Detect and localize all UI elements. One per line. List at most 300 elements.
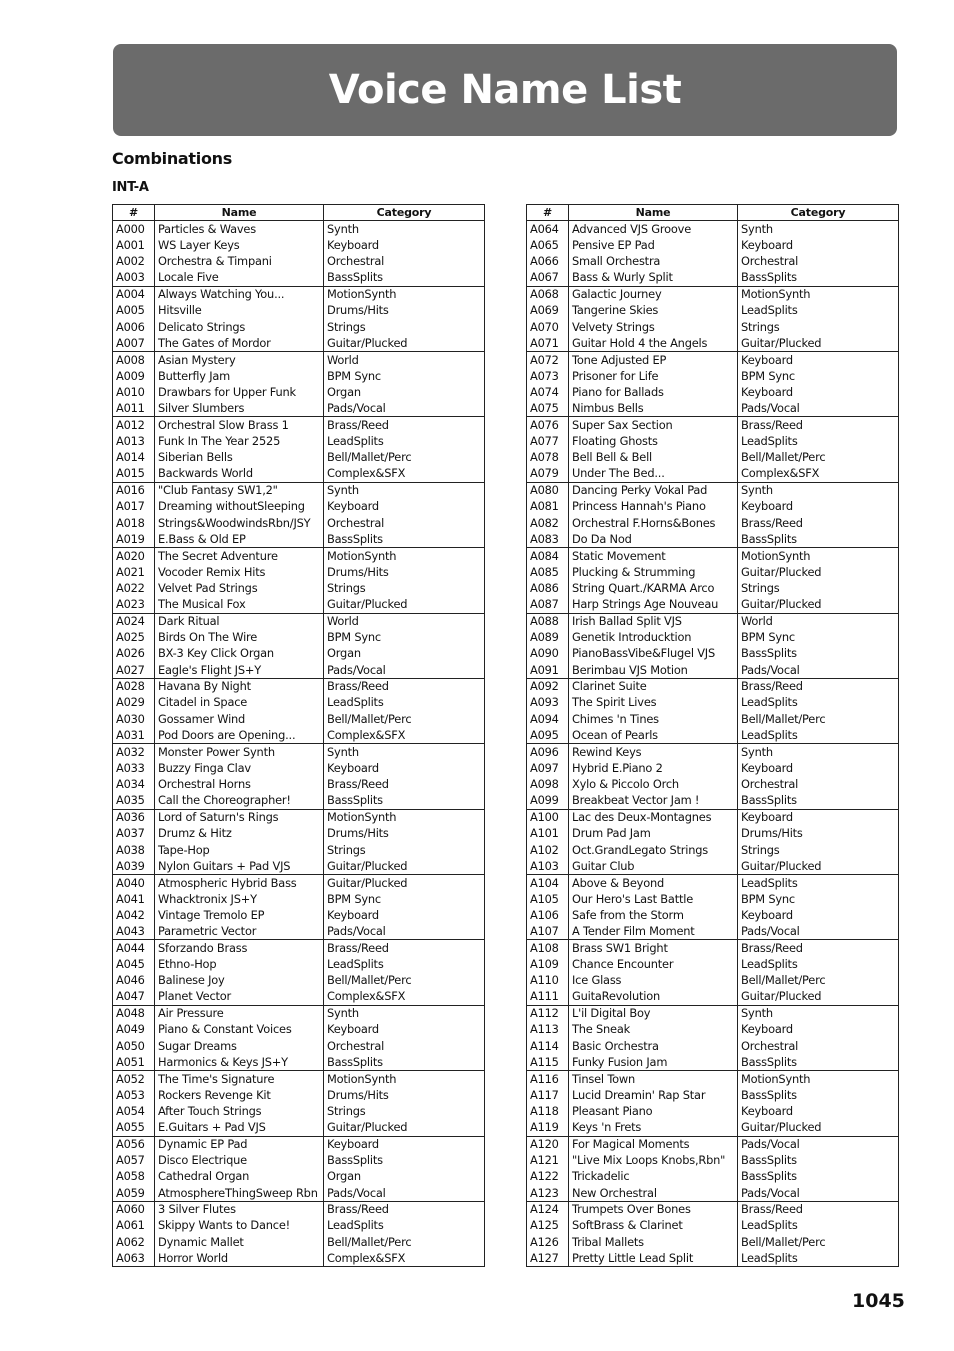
voice-number: A070 <box>527 319 569 335</box>
voice-name: After Touch Strings <box>155 1103 324 1119</box>
voice-category: Keyboard <box>324 499 485 515</box>
voice-name: Chance Encounter <box>569 956 738 972</box>
voice-name: Super Sax Section <box>569 417 738 433</box>
voice-number: A033 <box>113 760 155 776</box>
voice-category: Orchestral <box>324 515 485 531</box>
voice-number: A108 <box>527 940 569 956</box>
table-row <box>113 1136 485 1152</box>
table-row <box>113 433 485 449</box>
voice-number: A035 <box>113 793 155 809</box>
table-row <box>527 254 899 270</box>
voice-number: A026 <box>113 646 155 662</box>
voice-number: A061 <box>113 1218 155 1234</box>
table-row <box>527 597 899 613</box>
voice-category: BassSplits <box>738 270 899 286</box>
voice-category: Drums/Hits <box>324 303 485 319</box>
table-row <box>113 973 485 989</box>
voice-name: Safe from the Storm <box>569 907 738 923</box>
voice-name: Galactic Journey <box>569 286 738 302</box>
voice-number: A018 <box>113 515 155 531</box>
table-row <box>527 777 899 793</box>
voice-name: Irish Ballad Split VJS <box>569 613 738 629</box>
voice-category: LeadSplits <box>738 695 899 711</box>
voice-name: Nylon Guitars + Pad VJS <box>155 858 324 874</box>
voice-category: MotionSynth <box>738 548 899 564</box>
table-row <box>113 826 485 842</box>
table-row <box>527 1038 899 1054</box>
voice-table-left <box>112 204 485 1267</box>
voice-name: Breakbeat Vector Jam ! <box>569 793 738 809</box>
voice-name: Dark Ritual <box>155 613 324 629</box>
voice-name: Skippy Wants to Dance! <box>155 1218 324 1234</box>
table-row <box>527 548 899 564</box>
table-row <box>527 335 899 351</box>
voice-name: The Spirit Lives <box>569 695 738 711</box>
voice-category: Brass/Reed <box>324 678 485 694</box>
table-row <box>113 646 485 662</box>
table-row <box>527 237 899 253</box>
voice-number: A122 <box>527 1169 569 1185</box>
table-row <box>527 1152 899 1168</box>
voice-name: Atmospheric Hybrid Bass <box>155 875 324 891</box>
voice-category: Keyboard <box>324 1022 485 1038</box>
voice-number: A119 <box>527 1120 569 1136</box>
voice-number: A059 <box>113 1185 155 1201</box>
voice-name: Ethno-Hop <box>155 956 324 972</box>
voice-number: A080 <box>527 482 569 498</box>
table-row <box>527 1201 899 1217</box>
column-header-number: # <box>527 205 569 221</box>
voice-number: A052 <box>113 1071 155 1087</box>
voice-number: A110 <box>527 973 569 989</box>
voice-number: A028 <box>113 678 155 694</box>
voice-name: Balinese Joy <box>155 973 324 989</box>
voice-number: A043 <box>113 924 155 940</box>
table-row <box>113 711 485 727</box>
voice-category: BassSplits <box>738 1152 899 1168</box>
voice-number: A023 <box>113 597 155 613</box>
voice-number: A126 <box>527 1234 569 1250</box>
table-row <box>527 875 899 891</box>
voice-name: Advanced VJS Groove <box>569 221 738 237</box>
voice-number: A056 <box>113 1136 155 1152</box>
table-row <box>113 1185 485 1201</box>
voice-number: A004 <box>113 286 155 302</box>
voice-name: Particles & Waves <box>155 221 324 237</box>
voice-name: Piano & Constant Voices <box>155 1022 324 1038</box>
voice-number: A103 <box>527 858 569 874</box>
table-row <box>113 629 485 645</box>
voice-name: "Live Mix Loops Knobs,Rbn" <box>569 1152 738 1168</box>
voice-category: MotionSynth <box>324 548 485 564</box>
voice-name: Parametric Vector <box>155 924 324 940</box>
voice-name: Dynamic EP Pad <box>155 1136 324 1152</box>
voice-name: Plucking & Strumming <box>569 564 738 580</box>
table-row <box>527 728 899 744</box>
voice-number: A046 <box>113 973 155 989</box>
voice-name: Piano for Ballads <box>569 384 738 400</box>
table-row <box>113 1054 485 1070</box>
table-row <box>527 1234 899 1250</box>
voice-name: Lord of Saturn's Rings <box>155 809 324 825</box>
voice-name: Butterfly Jam <box>155 368 324 384</box>
voice-category: BassSplits <box>324 793 485 809</box>
voice-number: A024 <box>113 613 155 629</box>
table-row <box>527 711 899 727</box>
voice-category: BassSplits <box>738 1169 899 1185</box>
voice-name: Hybrid E.Piano 2 <box>569 760 738 776</box>
voice-number: A098 <box>527 777 569 793</box>
voice-number: A006 <box>113 319 155 335</box>
table-row <box>113 1120 485 1136</box>
voice-name: Silver Slumbers <box>155 401 324 417</box>
voice-name: L'il Digital Boy <box>569 1005 738 1021</box>
voice-number: A112 <box>527 1005 569 1021</box>
voice-number: A007 <box>113 335 155 351</box>
voice-number: A071 <box>527 335 569 351</box>
table-row <box>527 842 899 858</box>
voice-number: A025 <box>113 629 155 645</box>
table-row <box>113 1022 485 1038</box>
table-row <box>113 368 485 384</box>
voice-name: SoftBrass & Clarinet <box>569 1218 738 1234</box>
voice-name: Planet Vector <box>155 989 324 1005</box>
voice-category: BassSplits <box>738 646 899 662</box>
voice-category: Keyboard <box>324 907 485 923</box>
voice-name: For Magical Moments <box>569 1136 738 1152</box>
voice-number: A075 <box>527 401 569 417</box>
table-row <box>113 352 485 368</box>
voice-number: A123 <box>527 1185 569 1201</box>
voice-category: Drums/Hits <box>324 826 485 842</box>
voice-number: A065 <box>527 237 569 253</box>
voice-category: BassSplits <box>324 270 485 286</box>
voice-name: Locale Five <box>155 270 324 286</box>
table-row <box>527 613 899 629</box>
table-row <box>527 221 899 237</box>
column-header-category: Category <box>324 205 485 221</box>
voice-category: BassSplits <box>324 1054 485 1070</box>
voice-name: Dynamic Mallet <box>155 1234 324 1250</box>
voice-number: A118 <box>527 1103 569 1119</box>
table-row <box>113 1201 485 1217</box>
voice-name: Static Movement <box>569 548 738 564</box>
voice-name: Havana By Night <box>155 678 324 694</box>
voice-number: A030 <box>113 711 155 727</box>
voice-number: A068 <box>527 286 569 302</box>
voice-name: Small Orchestra <box>569 254 738 270</box>
table-row <box>113 760 485 776</box>
voice-name: Drum Pad Jam <box>569 826 738 842</box>
voice-name: Horror World <box>155 1251 324 1267</box>
voice-category: Guitar/Plucked <box>738 1120 899 1136</box>
voice-category: Guitar/Plucked <box>324 335 485 351</box>
voice-name: Our Hero's Last Battle <box>569 891 738 907</box>
section-title: Combinations <box>112 149 232 168</box>
voice-name: Sugar Dreams <box>155 1038 324 1054</box>
table-row <box>113 858 485 874</box>
voice-category: Guitar/Plucked <box>324 1120 485 1136</box>
table-row <box>527 678 899 694</box>
voice-category: BassSplits <box>324 531 485 547</box>
voice-number: A078 <box>527 450 569 466</box>
voice-name: Basic Orchestra <box>569 1038 738 1054</box>
voice-name: Dreaming withoutSleeping <box>155 499 324 515</box>
voice-category: BassSplits <box>738 793 899 809</box>
voice-category: Brass/Reed <box>738 940 899 956</box>
voice-number: A003 <box>113 270 155 286</box>
voice-category: BassSplits <box>738 1087 899 1103</box>
table-row <box>527 744 899 760</box>
voice-category: Keyboard <box>738 907 899 923</box>
voice-category: BPM Sync <box>324 891 485 907</box>
table-row <box>113 956 485 972</box>
voice-name: GuitaRevolution <box>569 989 738 1005</box>
voice-category: Synth <box>324 1005 485 1021</box>
column-header-name: Name <box>569 205 738 221</box>
voice-number: A037 <box>113 826 155 842</box>
voice-name: Orchestral Horns <box>155 777 324 793</box>
voice-name: Pretty Little Lead Split <box>569 1251 738 1267</box>
voice-name: Tinsel Town <box>569 1071 738 1087</box>
voice-number: A000 <box>113 221 155 237</box>
voice-name: Backwards World <box>155 466 324 482</box>
voice-number: A084 <box>527 548 569 564</box>
voice-name: Air Pressure <box>155 1005 324 1021</box>
voice-category: Guitar/Plucked <box>738 989 899 1005</box>
voice-number: A074 <box>527 384 569 400</box>
table-row <box>527 580 899 596</box>
table-row <box>113 254 485 270</box>
voice-number: A063 <box>113 1251 155 1267</box>
table-row <box>113 1234 485 1250</box>
voice-number: A027 <box>113 662 155 678</box>
voice-number: A127 <box>527 1251 569 1267</box>
voice-number: A086 <box>527 580 569 596</box>
voice-number: A064 <box>527 221 569 237</box>
table-row <box>113 777 485 793</box>
voice-number: A010 <box>113 384 155 400</box>
voice-number: A073 <box>527 368 569 384</box>
table-row <box>113 531 485 547</box>
table-row <box>113 907 485 923</box>
voice-category: LeadSplits <box>738 1251 899 1267</box>
table-row <box>113 695 485 711</box>
voice-number: A089 <box>527 629 569 645</box>
voice-category: LeadSplits <box>324 1218 485 1234</box>
table-row <box>113 548 485 564</box>
table-row <box>113 940 485 956</box>
voice-category: Orchestral <box>738 777 899 793</box>
table-row <box>113 891 485 907</box>
voice-number: A009 <box>113 368 155 384</box>
voice-number: A121 <box>527 1152 569 1168</box>
table-row <box>527 368 899 384</box>
voice-category: Keyboard <box>324 1136 485 1152</box>
voice-name: Siberian Bells <box>155 450 324 466</box>
voice-name: The Time's Signature <box>155 1071 324 1087</box>
table-row <box>527 433 899 449</box>
voice-number: A034 <box>113 777 155 793</box>
table-row <box>113 499 485 515</box>
table-row <box>113 401 485 417</box>
voice-number: A042 <box>113 907 155 923</box>
table-row <box>527 1169 899 1185</box>
voice-name: Brass SW1 Bright <box>569 940 738 956</box>
voice-name: Buzzy Finga Clav <box>155 760 324 776</box>
voice-name: Nimbus Bells <box>569 401 738 417</box>
voice-category: Strings <box>324 1103 485 1119</box>
table-row <box>113 1251 485 1267</box>
voice-category: BPM Sync <box>738 368 899 384</box>
voice-category: Strings <box>324 842 485 858</box>
voice-number: A069 <box>527 303 569 319</box>
voice-category: Organ <box>324 646 485 662</box>
table-row <box>113 221 485 237</box>
voice-category: Strings <box>324 580 485 596</box>
voice-category: Guitar/Plucked <box>738 597 899 613</box>
table-row <box>527 891 899 907</box>
table-row <box>527 352 899 368</box>
voice-category: Strings <box>738 842 899 858</box>
voice-category: Bell/Mallet/Perc <box>738 450 899 466</box>
voice-number: A081 <box>527 499 569 515</box>
voice-number: A032 <box>113 744 155 760</box>
voice-category: Brass/Reed <box>738 678 899 694</box>
voice-category: BassSplits <box>738 531 899 547</box>
voice-number: A017 <box>113 499 155 515</box>
voice-category: Pads/Vocal <box>738 1136 899 1152</box>
table-row <box>113 1218 485 1234</box>
table-row <box>527 303 899 319</box>
voice-number: A011 <box>113 401 155 417</box>
table-row <box>113 1169 485 1185</box>
table-row <box>113 417 485 433</box>
voice-category: Complex&SFX <box>324 728 485 744</box>
voice-name: Asian Mystery <box>155 352 324 368</box>
voice-number: A125 <box>527 1218 569 1234</box>
voice-category: MotionSynth <box>738 286 899 302</box>
voice-number: A005 <box>113 303 155 319</box>
table-row <box>113 678 485 694</box>
voice-number: A094 <box>527 711 569 727</box>
table-row <box>527 760 899 776</box>
voice-number: A083 <box>527 531 569 547</box>
table-row <box>113 924 485 940</box>
voice-number: A015 <box>113 466 155 482</box>
voice-name: Velvet Pad Strings <box>155 580 324 596</box>
voice-number: A106 <box>527 907 569 923</box>
voice-category: LeadSplits <box>738 728 899 744</box>
voice-name: Eagle's Flight JS+Y <box>155 662 324 678</box>
voice-number: A092 <box>527 678 569 694</box>
voice-name: Drawbars for Upper Funk <box>155 384 324 400</box>
column-header-category: Category <box>738 205 899 221</box>
voice-name: Cathedral Organ <box>155 1169 324 1185</box>
voice-number: A019 <box>113 531 155 547</box>
voice-category: Guitar/Plucked <box>324 858 485 874</box>
voice-number: A114 <box>527 1038 569 1054</box>
voice-number: A076 <box>527 417 569 433</box>
voice-name: Bass & Wurly Split <box>569 270 738 286</box>
voice-number: A102 <box>527 842 569 858</box>
voice-category: Bell/Mallet/Perc <box>738 973 899 989</box>
table-row <box>527 1185 899 1201</box>
voice-name: Trickadelic <box>569 1169 738 1185</box>
table-row <box>527 793 899 809</box>
voice-number: A020 <box>113 548 155 564</box>
voice-category: Keyboard <box>738 1022 899 1038</box>
voice-name: The Musical Fox <box>155 597 324 613</box>
voice-name: Keys 'n Frets <box>569 1120 738 1136</box>
voice-category: Pads/Vocal <box>738 401 899 417</box>
voice-name: "Club Fantasy SW1,2" <box>155 482 324 498</box>
table-row <box>113 1152 485 1168</box>
voice-number: A093 <box>527 695 569 711</box>
table-row <box>527 1022 899 1038</box>
voice-name: Trumpets Over Bones <box>569 1201 738 1217</box>
voice-category: Complex&SFX <box>324 466 485 482</box>
table-row <box>527 482 899 498</box>
voice-number: A057 <box>113 1152 155 1168</box>
table-row <box>113 270 485 286</box>
table-row <box>527 1005 899 1021</box>
table-row <box>527 809 899 825</box>
table-row <box>113 875 485 891</box>
voice-number: A097 <box>527 760 569 776</box>
voice-number: A120 <box>527 1136 569 1152</box>
voice-category: Guitar/Plucked <box>738 335 899 351</box>
voice-category: Guitar/Plucked <box>738 858 899 874</box>
table-row <box>527 1136 899 1152</box>
voice-name: Vintage Tremolo EP <box>155 907 324 923</box>
voice-number: A107 <box>527 924 569 940</box>
voice-number: A087 <box>527 597 569 613</box>
voice-category: Pads/Vocal <box>738 924 899 940</box>
table-row <box>113 450 485 466</box>
voice-number: A008 <box>113 352 155 368</box>
voice-category: Guitar/Plucked <box>324 875 485 891</box>
voice-category: LeadSplits <box>324 695 485 711</box>
table-header-row <box>527 205 899 221</box>
table-row <box>113 384 485 400</box>
voice-name: Strings&WoodwindsRbn/JSY <box>155 515 324 531</box>
table-row <box>527 1087 899 1103</box>
voice-name: Funk In The Year 2525 <box>155 433 324 449</box>
table-row <box>527 1218 899 1234</box>
table-row <box>527 270 899 286</box>
voice-number: A040 <box>113 875 155 891</box>
table-row <box>113 662 485 678</box>
voice-category: Orchestral <box>738 254 899 270</box>
voice-number: A111 <box>527 989 569 1005</box>
voice-category: Synth <box>324 744 485 760</box>
voice-name: Always Watching You... <box>155 286 324 302</box>
voice-category: World <box>324 613 485 629</box>
voice-name: Lucid Dreamin' Rap Star <box>569 1087 738 1103</box>
voice-name: Clarinet Suite <box>569 678 738 694</box>
voice-category: Synth <box>324 221 485 237</box>
table-row <box>113 793 485 809</box>
voice-name: Monster Power Synth <box>155 744 324 760</box>
voice-number: A060 <box>113 1201 155 1217</box>
voice-category: Keyboard <box>738 384 899 400</box>
voice-name: Oct.GrandLegato Strings <box>569 842 738 858</box>
voice-category: Synth <box>738 221 899 237</box>
table-row <box>113 466 485 482</box>
voice-number: A013 <box>113 433 155 449</box>
voice-category: Synth <box>738 1005 899 1021</box>
